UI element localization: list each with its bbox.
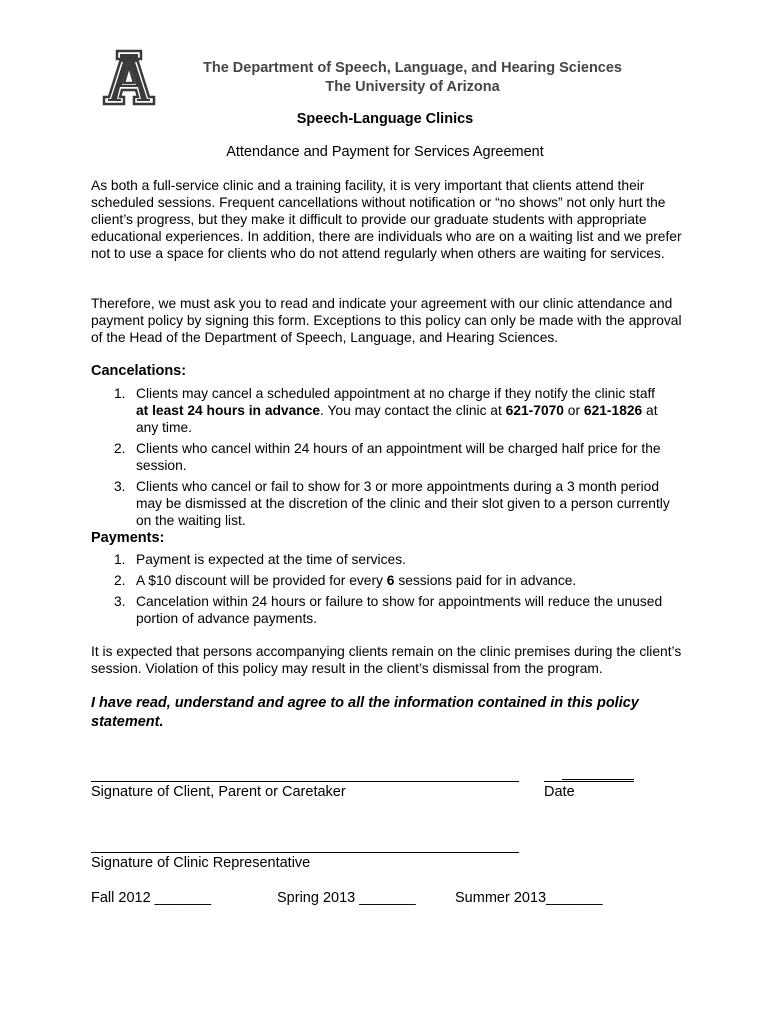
client-signature-label: Signature of Client, Parent or Caretaker (91, 784, 346, 800)
emphasis-text: at least 24 hours in advance (136, 403, 321, 418)
cancelations-list (91, 385, 671, 533)
accompany-paragraph: It is expected that persons accompanying clients remain on the clinic premises during the client’s session. Violation of this policy may result in the client’s dismissal from the program. (91, 644, 682, 676)
list-item (91, 478, 671, 529)
item-text: Cancelation within 24 hours or failure to show for appointments will reduce the unused portion of advance payments. (136, 594, 663, 626)
item-text: Clients may cancel a scheduled appointment at no charge if they notify the clinic staff (136, 386, 655, 401)
term-spring[interactable]: Spring 2013 _______ (277, 890, 416, 906)
agreement-title: Attendance and Payment for Services Agreement (226, 144, 544, 160)
letterhead (185, 59, 640, 97)
rep-signature-label: Signature of Clinic Representative (91, 855, 311, 871)
list-item (91, 593, 671, 627)
item-text: at any time. (136, 403, 658, 435)
item-text: . You may contact the clinic at (320, 403, 506, 418)
payments-list (91, 551, 671, 631)
list-number: 2. (114, 441, 126, 456)
phone-number: 621-1826 (583, 403, 643, 418)
clinic-title: Speech-Language Clinics (296, 111, 474, 127)
list-number: 1. (114, 386, 126, 401)
list-number: 3. (114, 594, 126, 609)
term-fall[interactable]: Fall 2012 _______ (91, 890, 212, 906)
item-text: A $10 discount will be provided for every (136, 573, 387, 588)
list-item (91, 440, 671, 474)
emphasis-text: 6 (386, 573, 395, 588)
department-name: The Department of Speech, Language, and Hearing Sciences (203, 60, 622, 76)
item-text: sessions paid for in advance. (394, 573, 577, 588)
list-number: 2. (114, 573, 126, 588)
list-item (91, 385, 671, 436)
therefore-paragraph: Therefore, we must ask you to read and indicate your agreement with our clinic attendance and payment policy by signing this form. Exceptions to this policy can only be made with the approval of the Head of the Department of Speech, Language, and Hearing Sciences. (91, 296, 682, 345)
item-text: or (563, 403, 584, 418)
list-item (91, 572, 671, 589)
term-summer[interactable]: Summer 2013_______ (455, 890, 603, 906)
cancelations-heading: Cancelations: (91, 363, 187, 379)
item-text: Clients who cancel within 24 hours of an appointment will be charged half price for the session. (136, 441, 661, 473)
list-number: 3. (114, 479, 126, 494)
university-name: The University of Arizona (325, 79, 500, 95)
item-text: Clients who cancel or fail to show for 3 or more appointments during a 3 month period may be dismissed at the discretion of the clinic and their slot given to a person currently on the waiting list. (136, 479, 670, 528)
list-number: 1. (114, 552, 126, 567)
university-logo (100, 48, 158, 106)
date-line-overlay (562, 779, 634, 780)
agreement-statement: I have read, understand and agree to all the information contained in this policy statement. (91, 695, 639, 730)
client-signature-line[interactable] (91, 781, 519, 782)
rep-signature-line[interactable] (91, 852, 519, 853)
date-line[interactable] (544, 781, 634, 782)
payments-heading: Payments: (91, 530, 165, 546)
date-label: Date (544, 784, 575, 800)
phone-number: 621-7070 (505, 403, 564, 418)
item-text: Payment is expected at the time of services. (136, 552, 406, 567)
intro-paragraph: As both a full-service clinic and a training facility, it is very important that clients attend their scheduled sessions. Frequent cancellations without notification or “no shows” not only hurt the client’s progress, but they make it difficult to provide our graduate students with appropriate educational experiences. In addition, there are individuals who are on a waiting list and we prefer not to use a space for clients who do not attend regularly when others are waiting for services. (91, 178, 682, 261)
list-item (91, 551, 671, 568)
